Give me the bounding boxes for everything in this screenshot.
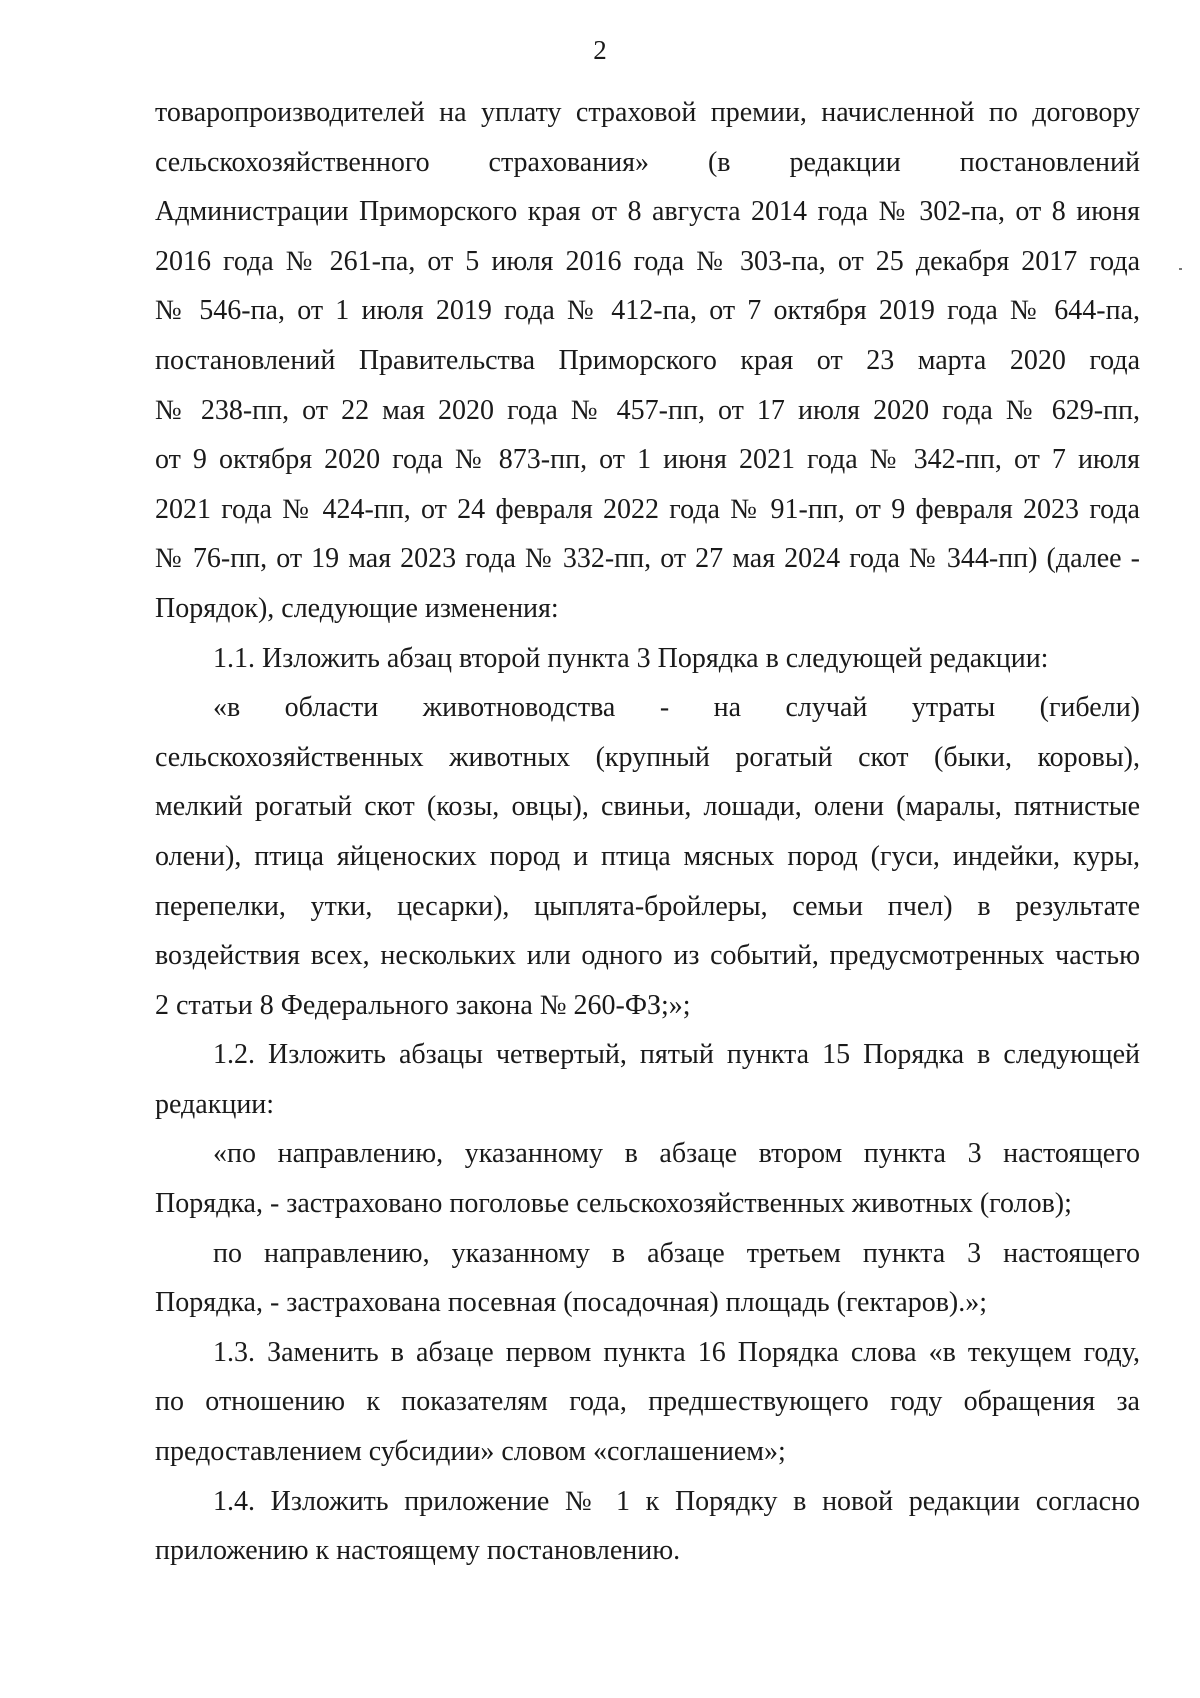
text-line: олени), птица яйценоских пород и птица мясных пород (гуси, индейки, куры,	[155, 840, 1140, 872]
text-line: 2021 года № 424-пп, от 24 февраля 2022 года № 91-пп, от 9 февраля 2023 года	[155, 493, 1140, 525]
text-line: постановлений Правительства Приморского края от 23 марта 2020 года	[155, 344, 1140, 376]
text-line: 2 статьи 8 Федерального закона № 260-ФЗ;»;	[155, 989, 691, 1021]
text-line: № 546-па, от 1 июля 2019 года № 412-па, от 7 октября 2019 года № 644-па,	[155, 295, 1140, 327]
text-line: по направлению, указанному в абзаце третьем пункта 3 настоящего	[213, 1237, 1140, 1269]
text-line: № 76-пп, от 19 мая 2023 года № 332-пп, от 27 мая 2024 года № 344-пп) (далее -	[155, 543, 1140, 575]
text-line: Порядок), следующие изменения:	[155, 592, 559, 624]
paragraph-item-1-1	[155, 634, 1140, 684]
paragraph-quote-livestock	[155, 683, 1140, 1030]
text-line: предоставлением субсидии» словом «соглашением»;	[155, 1436, 786, 1468]
text-line: Администрации Приморского края от 8 августа 2014 года № 302-па, от 8 июня	[155, 196, 1140, 228]
text-line: Порядка, - застрахована посевная (посадочная) площадь (гектаров).»;	[155, 1287, 988, 1319]
document-body	[155, 88, 1140, 1576]
text-line: воздействия всех, нескольких или одного из событий, предусмотренных частью	[155, 940, 1140, 972]
text-line: приложению к настоящему постановлению.	[155, 1535, 681, 1567]
paragraph-item-1-4	[155, 1477, 1140, 1576]
text-line: перепелки, утки, цесарки), цыплята-бройлеры, семьи пчел) в результате	[155, 890, 1140, 922]
paragraph-continuation	[155, 88, 1140, 634]
text-line: 1.4. Изложить приложение № 1 к Порядку в новой редакции согласно	[213, 1485, 1140, 1517]
paragraph-item-1-2	[155, 1030, 1140, 1129]
page-number: 2	[593, 35, 607, 65]
text-line: «в области животноводства - на случай утраты (гибели)	[213, 692, 1140, 724]
paragraph-quote-direction-2	[155, 1129, 1140, 1228]
text-line: Порядка, - застраховано поголовье сельскохозяйственных животных (голов);	[155, 1188, 1072, 1220]
text-line: редакции:	[155, 1088, 275, 1120]
text-line: товаропроизводителей на уплату страховой премии, начисленной по договору	[155, 97, 1140, 128]
text-line: 1.3. Заменить в абзаце первом пункта 16 Порядка слова «в текущем году,	[213, 1336, 1140, 1368]
paragraph-item-1-3	[155, 1328, 1140, 1477]
text-line: по отношению к показателям года, предшествующего году обращения за	[155, 1386, 1140, 1418]
text-line: от 9 октября 2020 года № 873-пп, от 1 июня 2021 года № 342-пп, от 7 июля	[155, 444, 1140, 476]
text-line: 1.2. Изложить абзацы четвертый, пятый пункта 15 Порядка в следующей	[213, 1039, 1140, 1071]
paragraph-quote-direction-3	[155, 1229, 1140, 1328]
text-line: мелкий рогатый скот (козы, овцы), свиньи, лошади, олени (маралы, пятнистые	[155, 791, 1140, 823]
text-line: сельскохозяйственных животных (крупный рогатый скот (быки, коровы),	[155, 741, 1140, 773]
text-line: «по направлению, указанному в абзаце втором пункта 3 настоящего	[213, 1138, 1140, 1170]
text-line: № 238-пп, от 22 мая 2020 года № 457-пп, от 17 июля 2020 года № 629-пп,	[155, 394, 1140, 426]
text-line: сельскохозяйственного страхования» (в редакции постановлений	[155, 146, 1140, 178]
scan-artifact-mark	[1179, 268, 1182, 270]
text-line: 1.1. Изложить абзац второй пункта 3 Порядка в следующей редакции:	[213, 642, 1049, 674]
text-line: 2016 года № 261-па, от 5 июля 2016 года № 303-па, от 25 декабря 2017 года	[155, 245, 1140, 277]
